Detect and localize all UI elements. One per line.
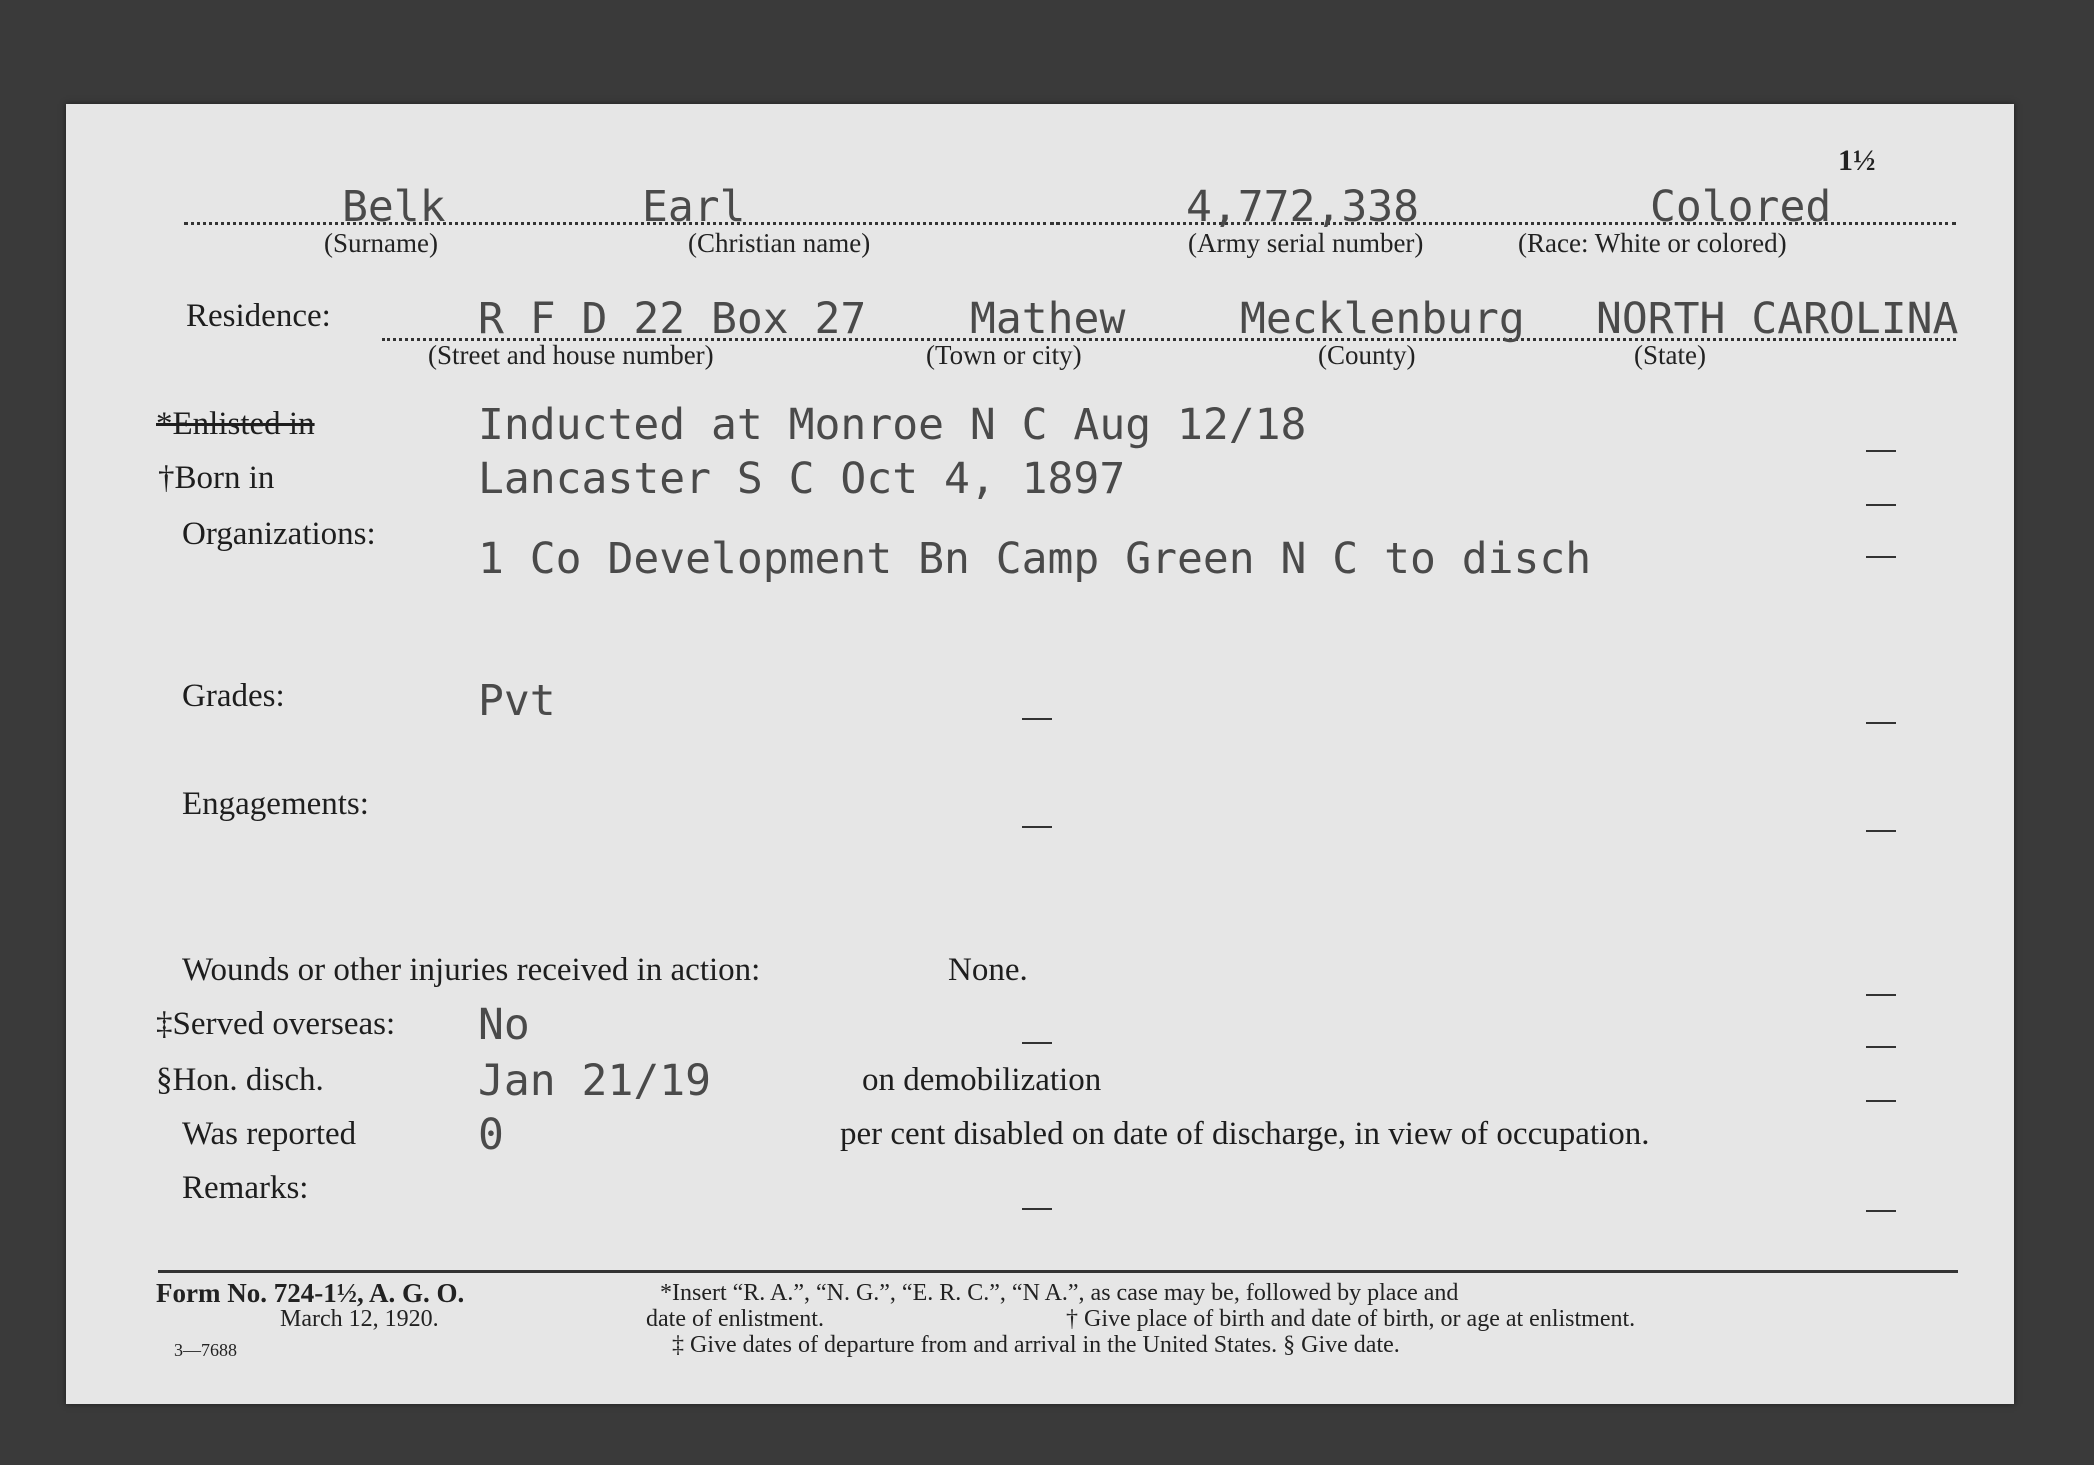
race-value: Colored <box>1650 182 1832 232</box>
blank-dash <box>1022 1042 1052 1044</box>
wounds-label: Wounds or other injuries received in action: <box>182 952 761 988</box>
christian-name-caption: (Christian name) <box>688 228 871 258</box>
blank-dash <box>1022 718 1052 720</box>
enlisted-label: *Enlisted in <box>156 406 315 442</box>
remarks-label: Remarks: <box>182 1170 309 1206</box>
surname-caption: (Surname) <box>324 228 438 258</box>
footnote-line-3: ‡ Give dates of departure from and arrival in the United States. § Give date. <box>672 1332 1400 1358</box>
blank-dash <box>1866 1046 1896 1048</box>
grades-label: Grades: <box>182 678 285 714</box>
state-value: NORTH CAROLINA <box>1596 294 1959 344</box>
blank-dash <box>1866 556 1896 558</box>
blank-dash <box>1022 826 1052 828</box>
town-caption: (Town or city) <box>926 340 1082 370</box>
name-dotted-line <box>184 222 1054 225</box>
blank-dash <box>1866 830 1896 832</box>
form-date: March 12, 1920. <box>280 1306 439 1332</box>
blank-dash <box>1866 504 1896 506</box>
blank-dash <box>1866 1100 1896 1102</box>
overseas-label: ‡Served overseas: <box>156 1006 396 1042</box>
race-caption: (Race: White or colored) <box>1518 228 1787 258</box>
organizations-value: 1 Co Development Bn Camp Green N C to disch <box>478 534 1592 584</box>
footnote-line-1: *Insert “R. A.”, “N. G.”, “E. R. C.”, “N A.”, as case may be, followed by place and <box>660 1280 1459 1306</box>
county-value: Mecklenburg <box>1240 294 1525 344</box>
print-code: 3—7688 <box>174 1340 237 1360</box>
town-value: Mathew <box>970 294 1126 344</box>
reported-suffix: per cent disabled on date of discharge, in view of occupation. <box>840 1116 1650 1152</box>
service-record-card <box>66 104 2014 1404</box>
organizations-label: Organizations: <box>182 516 376 552</box>
residence-label: Residence: <box>186 298 331 334</box>
footer-rule <box>158 1270 1958 1273</box>
street-caption: (Street and house number) <box>428 340 714 370</box>
hon-disch-suffix: on demobilization <box>862 1062 1102 1098</box>
footnote-line-2a: date of enlistment. <box>646 1306 824 1332</box>
hon-disch-label: §Hon. disch. <box>156 1062 324 1098</box>
county-caption: (County) <box>1318 340 1416 370</box>
christian-name-value: Earl <box>642 182 746 232</box>
state-caption: (State) <box>1634 340 1706 370</box>
serial-number-value: 4,772,338 <box>1186 182 1419 232</box>
reported-label: Was reported <box>182 1116 357 1152</box>
overseas-value: No <box>478 1000 530 1050</box>
blank-dash <box>1866 1210 1896 1212</box>
hon-disch-value: Jan 21/19 <box>478 1056 711 1106</box>
blank-dash <box>1866 994 1896 996</box>
grades-value: Pvt <box>478 676 556 726</box>
born-value: Lancaster S C Oct 4, 1897 <box>478 454 1126 504</box>
serial-caption: (Army serial number) <box>1188 228 1424 258</box>
street-value: R F D 22 Box 27 <box>478 294 867 344</box>
surname-value: Belk <box>342 182 446 232</box>
wounds-value: None. <box>948 952 1028 988</box>
footnote-line-2b: † Give place of birth and date of birth, or age at enlistment. <box>1066 1306 1636 1332</box>
engagements-label: Engagements: <box>182 786 369 822</box>
born-label: †Born in <box>158 460 275 496</box>
blank-dash <box>1866 450 1896 452</box>
blank-dash <box>1866 722 1896 724</box>
enlisted-value: Inducted at Monroe N C Aug 12/18 <box>478 400 1307 450</box>
form-number: Form No. 724-1½, A. G. O. <box>156 1278 465 1308</box>
reported-value: 0 <box>478 1110 504 1160</box>
page-number: 1½ <box>1838 144 1876 177</box>
blank-dash <box>1022 1208 1052 1210</box>
